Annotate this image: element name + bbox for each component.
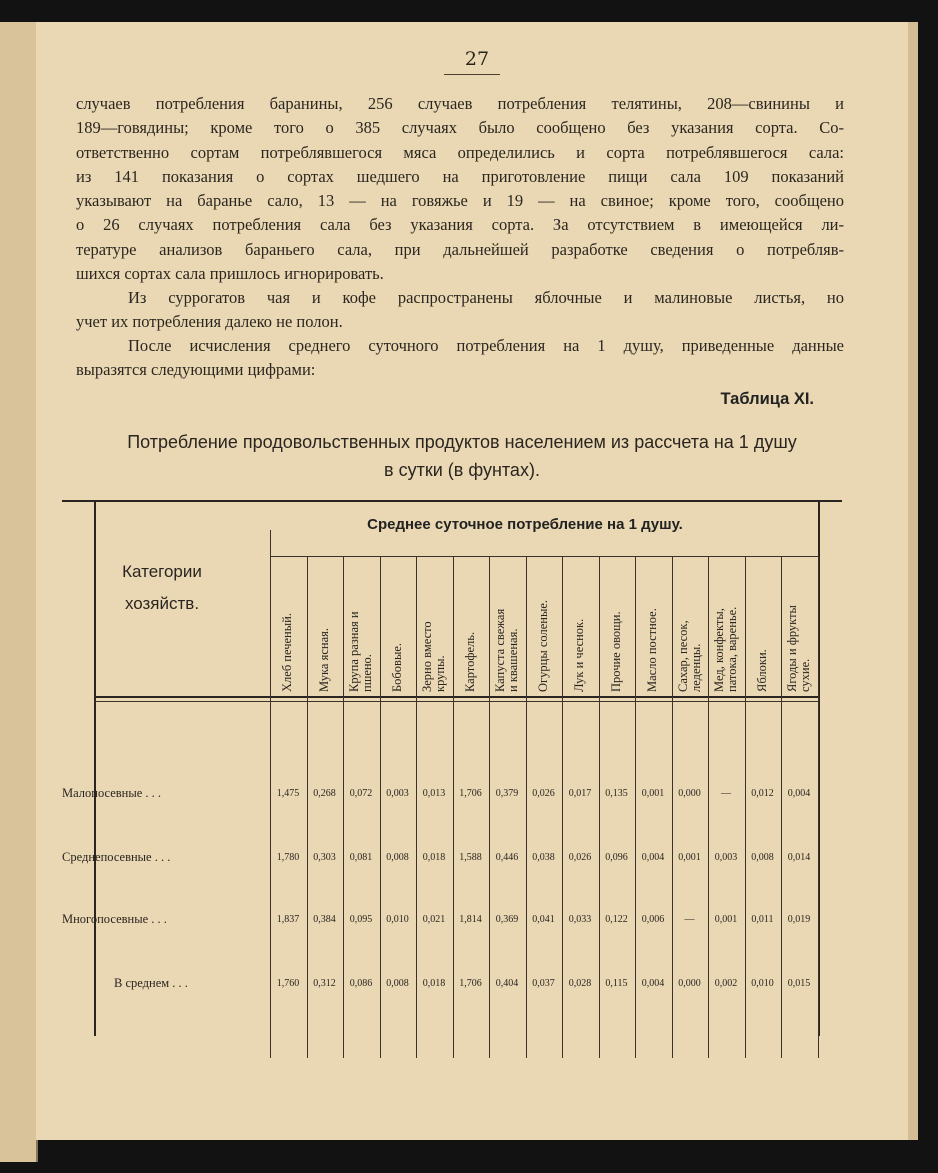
column-header xyxy=(677,562,703,692)
table-cell: 0,010 xyxy=(751,978,774,989)
table-cell: 0,000 xyxy=(678,788,701,799)
column-header-line: Мука ясная. xyxy=(316,627,331,692)
table-cell: 0,001 xyxy=(678,852,701,863)
table-cell: 0,018 xyxy=(422,978,446,989)
column-header-line: Сахар, песок, xyxy=(675,620,690,692)
text-line: 189—говядины; кроме того о 385 случаях было сообщено без указания сорта. Со- xyxy=(76,118,844,138)
table-cell: 0,003 xyxy=(386,788,409,799)
column-header-line: патока, варенье. xyxy=(725,606,739,692)
column-header-line: Прочие овощи. xyxy=(608,611,623,692)
column-header-line: Бобовые. xyxy=(389,642,404,692)
row-label: В среднем . . . xyxy=(114,976,188,990)
table-cell: 0,004 xyxy=(787,788,811,799)
table-cell: 0,122 xyxy=(605,914,628,925)
table-cell: 0,013 xyxy=(422,788,446,799)
paragraph-1 xyxy=(76,92,844,286)
table-cell: 0,038 xyxy=(532,852,555,863)
table-cell: 0,086 xyxy=(349,978,373,989)
table-cell: 1,588 xyxy=(459,852,482,863)
column-header xyxy=(713,562,739,692)
table-cell: 0,001 xyxy=(641,788,665,799)
table-cell: — xyxy=(721,788,731,799)
column-header-line: леденцы. xyxy=(688,643,703,692)
header-bottom-rule xyxy=(94,696,818,698)
text-line: указывают на баранье сало, 13 — на говяжье и 19 — на свиное; кроме того, сообщено xyxy=(76,191,844,211)
column-header-line: Картофель. xyxy=(462,631,477,692)
column-header xyxy=(537,562,550,692)
table-cell: 0,033 xyxy=(568,914,592,925)
table-title-line1: Потребление продовольственных продуктов населением из рассчета на 1 душу xyxy=(127,432,797,452)
table-cell: 0,041 xyxy=(532,914,555,925)
table-cell: 1,814 xyxy=(459,914,482,925)
table-cell: 1,760 xyxy=(276,978,300,989)
table-cell: 0,011 xyxy=(751,914,774,925)
table-cell: 0,026 xyxy=(532,788,555,799)
table-cell: 0,004 xyxy=(641,978,665,989)
column-header xyxy=(421,562,447,692)
table-cell: 0,404 xyxy=(495,978,519,989)
column-header xyxy=(464,562,477,692)
column-header xyxy=(786,562,812,692)
table-cell: 0,001 xyxy=(714,914,738,925)
column-header xyxy=(756,562,769,692)
column-header xyxy=(281,562,294,692)
row-label: Среднепосевные . . . xyxy=(62,850,171,864)
column-header-line: Лук и чеснок. xyxy=(572,618,586,692)
table-cell: 0,268 xyxy=(313,788,336,799)
row-label: Малопосевные . . . xyxy=(62,786,162,800)
table-caption: Таблица XI. xyxy=(720,390,814,408)
group-header-rule xyxy=(270,556,818,557)
page-number: 27 xyxy=(464,48,490,70)
category-header-line1: Категории xyxy=(122,562,202,581)
column-header xyxy=(348,562,374,692)
table-cell: 0,002 xyxy=(714,978,738,989)
text-line: случаев потребления баранины, 256 случаев потребления телятины, 208—свинины и xyxy=(76,94,844,113)
text-line: После исчисления среднего суточного потребления на 1 душу, приведенные данные xyxy=(128,336,844,355)
table-cell: 0,008 xyxy=(386,852,409,863)
column-header xyxy=(494,562,520,692)
column-header-line: Огурцы соленые. xyxy=(535,599,550,692)
table-cell: 0,019 xyxy=(787,914,811,925)
table-title-line2: в сутки (в фунтах). xyxy=(384,460,540,480)
table-cell: 1,706 xyxy=(459,788,482,799)
table-cell: 0,000 xyxy=(678,978,701,989)
table-cell: 0,095 xyxy=(349,914,373,925)
table-cell: 0,004 xyxy=(641,852,665,863)
table-cell: 0,312 xyxy=(313,978,336,989)
table-cell: 0,014 xyxy=(787,852,811,863)
column-header-line: и квашеная. xyxy=(506,628,520,692)
column-header-line: крупы. xyxy=(433,655,447,692)
table-cell: 1,706 xyxy=(459,978,482,989)
table-cell: 0,015 xyxy=(787,978,811,989)
text-line: Из суррогатов чая и кофе распространены яблочные и малиновые листья, но xyxy=(128,288,844,307)
column-header-line: сухие. xyxy=(798,658,812,692)
row-label: Многопосевные . . . xyxy=(62,912,167,926)
header-bottom-rule-2 xyxy=(94,701,818,702)
table-cell: 0,135 xyxy=(605,788,628,799)
text-line: учет их потребления далеко не полон. xyxy=(76,312,343,332)
table-cell: 1,837 xyxy=(276,914,300,925)
table-cell: 0,072 xyxy=(349,788,373,799)
table-cell: 0,017 xyxy=(568,788,592,799)
column-header-line: Ягоды и фрукты xyxy=(785,605,799,692)
table-cell: 0,446 xyxy=(495,852,519,863)
table-cell: 0,008 xyxy=(386,978,409,989)
table-cell: 0,003 xyxy=(714,852,738,863)
group-header: Среднее суточное потребление на 1 душу. xyxy=(367,516,683,533)
table-cell: 0,021 xyxy=(422,914,446,925)
column-header xyxy=(573,562,586,692)
column-header-line: Яблоки. xyxy=(754,649,769,692)
column-header-line: Мед, конфекты, xyxy=(712,608,726,692)
page-number-rule xyxy=(444,74,500,75)
table-cell: 0,303 xyxy=(313,852,336,863)
table-cell: 0,115 xyxy=(605,978,628,989)
table-cell: 1,780 xyxy=(276,852,300,863)
right-page-edge xyxy=(908,22,918,1140)
text-line: из 141 показания о сортах шедшего на приготовление пищи сала 109 показаний xyxy=(76,166,844,186)
table-cell: 0,384 xyxy=(313,914,336,925)
column-header-line: Зерно вместо xyxy=(420,621,434,692)
paragraph-2 xyxy=(76,286,844,335)
table-cell: 0,026 xyxy=(568,852,592,863)
table-cell: 0,018 xyxy=(422,852,446,863)
table-cell: 0,028 xyxy=(568,978,592,989)
column-header xyxy=(646,562,659,692)
column-header xyxy=(318,562,331,692)
column-header-line: Масло постное. xyxy=(645,608,659,692)
table-cell: 0,010 xyxy=(386,914,409,925)
category-header xyxy=(72,556,252,620)
table-cell: 0,379 xyxy=(495,788,519,799)
column-divider xyxy=(818,556,819,1058)
table-cell: 0,006 xyxy=(641,914,665,925)
text-line: тературе анализов бараньего сала, при дальнейшей разработке сведения о потребляв- xyxy=(76,239,844,259)
table-top-rule xyxy=(62,500,842,502)
column-header-line: пшено. xyxy=(360,654,374,692)
table-cell: 0,096 xyxy=(605,852,628,863)
text-line: выразятся следующими цифрами: xyxy=(76,360,316,380)
table-cell: — xyxy=(684,914,695,925)
table-cell: 0,037 xyxy=(532,978,555,989)
column-header-line: Хлеб печеный. xyxy=(280,613,294,692)
left-page-edge xyxy=(0,22,38,1162)
column-header-line: Крупа разная и xyxy=(347,611,361,692)
table-cell: 0,008 xyxy=(751,852,774,863)
paragraph-3 xyxy=(76,334,844,383)
column-header xyxy=(610,562,623,692)
table-cell: 1,475 xyxy=(276,788,300,799)
table-cell: 0,369 xyxy=(495,914,519,925)
table-cell: 0,081 xyxy=(349,852,373,863)
table-cell: 0,012 xyxy=(751,788,774,799)
text-line: ответственно сортам потреблявшегося мяса определились и сорта потреблявшегося сала: xyxy=(76,142,844,162)
column-header xyxy=(391,562,404,692)
category-header-line2: хозяйств. xyxy=(124,594,200,613)
column-header-line: Капуста свежая xyxy=(493,608,507,692)
text-line: о 26 случаях потребления сала без указания сорта. За отсутствием в имеющейся ли- xyxy=(76,215,844,235)
text-line: шихся сортах сала пришлось игнорировать. xyxy=(76,264,384,284)
